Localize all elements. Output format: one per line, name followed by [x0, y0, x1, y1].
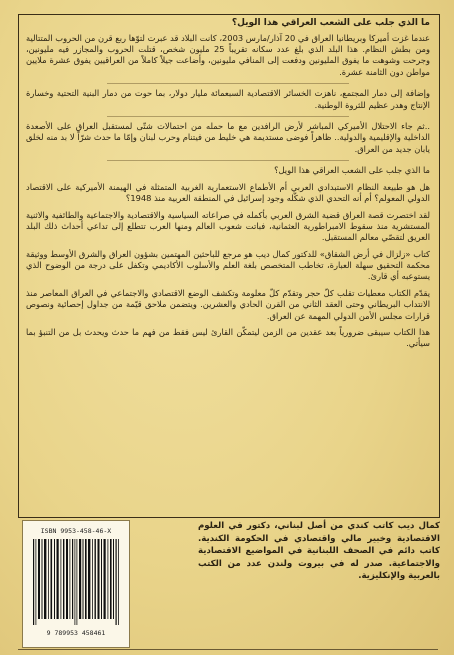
blurb-paragraph: عندما غزت أميركا وبريطانيا العراق في 20 آذار/مارس 2003، كانت البلاد قد عبرت لتوّها ربع قرن من الحروب المتتالية ومن بطش النظام. هذا البلد الذي بلغ عدد سكانه تقريباً 25 مليون شخص، قتلت الحروب والمجازر فيه مليونين، وجرحت وشوهت ما يفوق المليونين ودفعت إلى المنافي مليونين، وأضاعت جيلاً كاملاً من العراقيين يفوق عشرة ملايين مواطن دون الثامنة عشرة.: [26, 33, 430, 77]
author-bio: كمال ديب كاتب كندي من أصل لبناني، دكتور في العلوم الاقتصادية وخبير مالي واقتصادي في الحكومة الكندية. كاتب دائم في الصحف اللبنانية في المواضيع الاقتصادية والاجتماعية. صدر له في بيروت ولندن عدد من الكتب بالعربية والإنكليزية.: [198, 521, 440, 582]
title-question: ما الذي جلب على الشعب العراقي هذا الويل؟: [231, 18, 430, 28]
blurb-question: ما الذي جلب على الشعب العراقي هذا الويل؟: [274, 165, 430, 176]
barcode-icon: [31, 539, 121, 625]
blurb-paragraph: هذا الكتاب سيبقى ضرورياً بعد عقدين من الزمن ليتمكّن القارئ ليس فقط من فهم ما حدث ويحدث بل من التنبؤ بما سيأتي.: [26, 327, 430, 349]
separator-line: [107, 83, 349, 84]
separator-line: [107, 116, 349, 117]
separator-line: [107, 160, 349, 161]
blurb-text: [26, 17, 430, 355]
barcode-number: 9 789953 458461: [46, 629, 106, 637]
blurb-paragraph: لقد اختصرت قصة العراق قضية الشرق العربي بأكمله في صراعاته السياسية والاقتصادية والاجتماعية والطائفية والاثنية المستشرية منذ سقوط الامبراطورية العثمانية، فباتت شعوب العالم ومنها العرب تتطلع إلى تداعي أحداث ذلك البلد العريق لتقصّي معالم المستقبل.: [26, 209, 430, 243]
bottom-rule: [18, 649, 438, 650]
blurb-paragraph: كتاب «زلزال في أرض الشقاق» للدكتور كمال ديب هو مرجع للباحثين المهتمين بشؤون العراق والشرق الأوسط ووثيقة محكمة التحقيق سهلة العبارة، تخاطب المتخصص بلغة العلم والأسلوب الأكاديمي وتكفل على درجة من الوضوح الذي يستوعبه أي قارئ.: [26, 249, 430, 282]
isbn-label: ISBN 9953-458-46-X: [40, 527, 112, 535]
blurb-paragraph: هل هو طبيعة النظام الاستبدادي العربي أم الأطماع الاستعمارية الغربية المتمثلة في الهيمنة الأميركية على الاقتصاد الدولي المعولم؟ أم أنه التحدي الذي شكّله وجود إسرائيل في المنطقة العربية منذ 1948؟: [26, 182, 430, 204]
blurb-paragraph: وإضافة إلى دمار المجتمع، ناهزت الخسائر الاقتصادية السبعمائة مليار دولار، بما حوت من دمار البنية التحتية وخسارة الإنتاج وهدر عظيم للثروة الوطنية.: [26, 88, 430, 110]
blurb-paragraph: يقدّم الكتاب معطيات تقلب كلّ حجر وتقدّم كلّ معلومة وتكشف الوضع الاقتصادي والاجتماعي في العراق المعاصر منذ الانتداب البريطاني وحتى العقد الثاني من القرن الحادي والعشرين. ويتضمن ملاحق قيّمة من جداول إحصائية ونصوص قرارات مجلس الأمن الدولي المهمة عن العراق.: [26, 288, 430, 321]
blurb-paragraph: ..ثم جاء الاحتلال الأميركي المباشر لأرض الرافدين مع ما حمله من احتمالات شتّى لمستقبل العراق على الأصعدة الداخلية والإقليمية والدولية.. ظاهراً فوضى مستديمة هي خليط من فيتنام وحرب لبنان وإمّا ما حدث شرّاً لا بد منه لخلق يابان جديد من العراق.: [26, 121, 430, 154]
isbn-box: [22, 520, 130, 648]
